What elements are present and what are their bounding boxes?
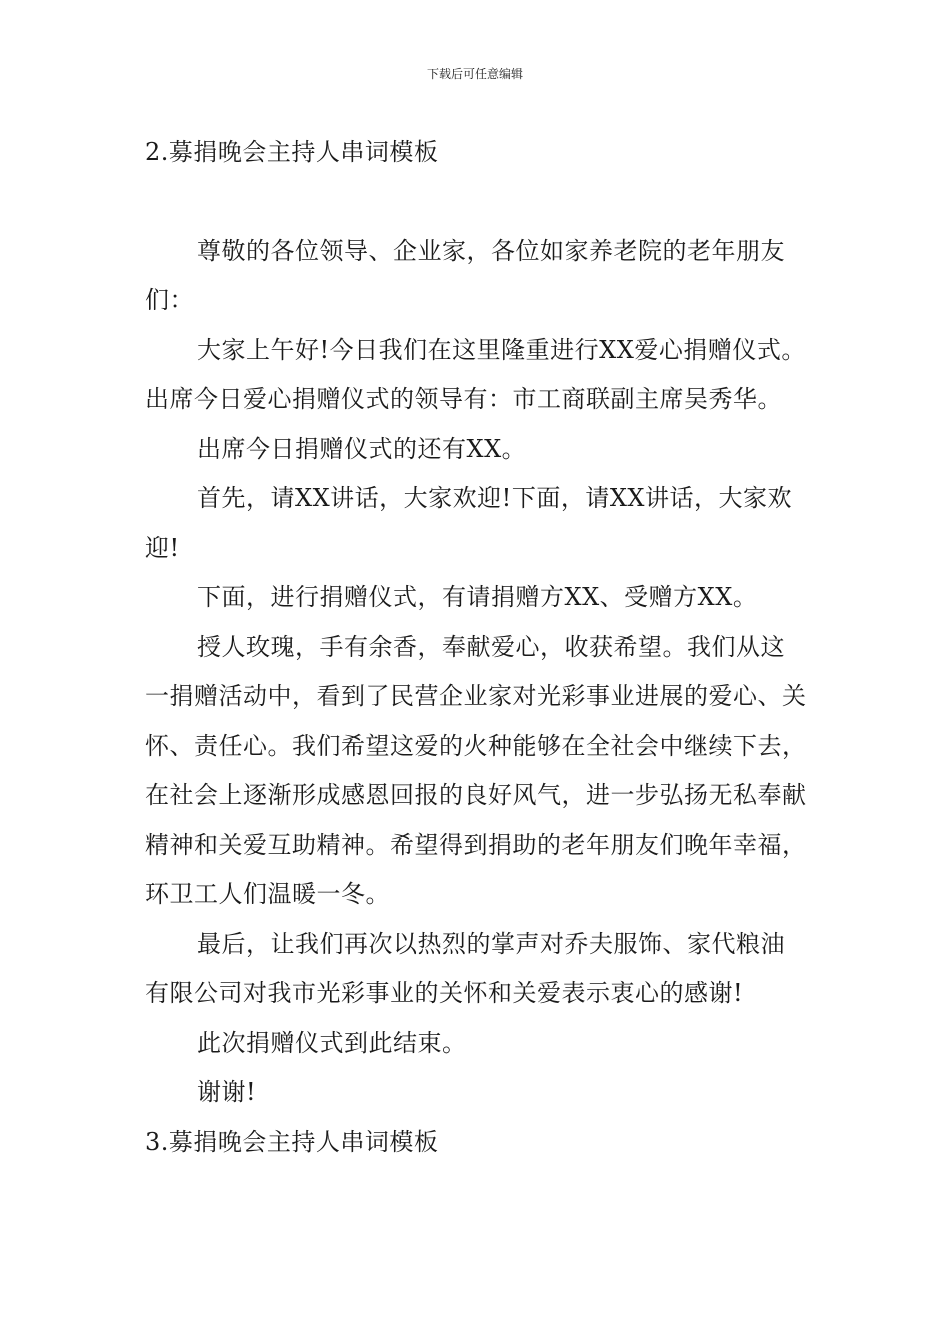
paragraph-greeting: 尊敬的各位领导、企业家，各位如家养老院的老年朋友们：: [145, 236, 785, 314]
paragraph-opening: 大家上午好!今日我们在这里隆重进行XX爱心捐赠仪式。出席今日爱心捐赠仪式的领导有：市工商联副主席吴秀华。: [145, 335, 806, 413]
paragraph-thanks: 最后，让我们再次以热烈的掌声对乔夫服饰、家代粮油有限公司对我市光彩事业的关怀和关爱表示衷心的感谢!: [145, 929, 785, 1007]
paragraph-message: 授人玫瑰，手有余香，奉献爱心，收获希望。我们从这一捐赠活动中，看到了民营企业家对光彩事业进展的爱心、关怀、责任心。我们希望这爱的火种能够在全社会中继续下去，在社会上逐渐形成感恩回报的良好风气，进一步弘扬无私奉献精神和关爱互助精神。希望得到捐助的老年朋友们晚年幸福，环卫工人们温暖一冬。: [145, 632, 807, 908]
section-heading: 2.募捐晚会主持人串词模板: [145, 138, 439, 166]
paragraph-donation: 下面，进行捐赠仪式，有请捐赠方XX、受赠方XX。: [197, 583, 758, 611]
paragraph-attendees: 出席今日捐赠仪式的还有XX。: [197, 434, 527, 463]
page-header-note: 下载后可任意编辑: [426, 67, 523, 81]
paragraph-speeches: 首先，请XX讲话，大家欢迎!下面，请XX讲话，大家欢迎!: [145, 484, 792, 562]
section-heading: 3.募捐晚会主持人串词模板: [145, 1127, 439, 1156]
paragraph-thank-you: 谢谢!: [197, 1078, 257, 1106]
paragraph-closing: 此次捐赠仪式到此结束。: [197, 1028, 467, 1057]
document-body: [145, 128, 809, 1167]
